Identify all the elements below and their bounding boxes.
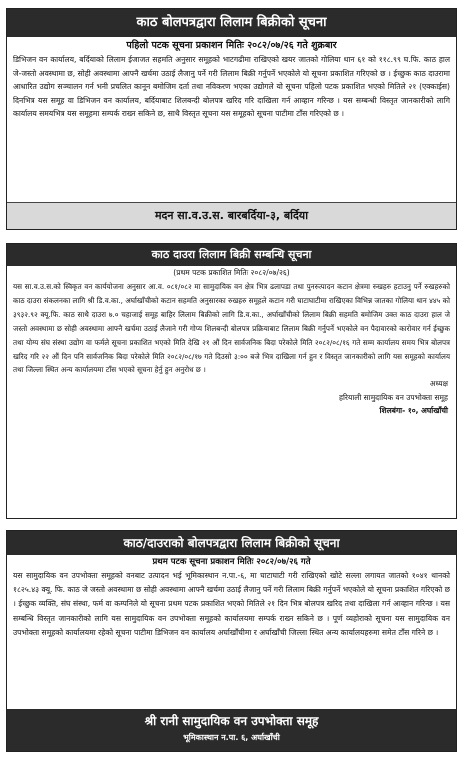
notice-timber-auction-madan (6, 8, 457, 230)
footer-address: भूमिकास्थान न.पा. ६, अर्घाखाँची (183, 733, 280, 742)
notice-subtitle: (प्रथम पटक प्रकाशित मितिः २०८२/०७/२६) (173, 268, 290, 277)
notice-title: काठ/दाउराको बोलपत्रद्वारा लिलाम बिक्रीको सूचना (7, 531, 456, 555)
signature-organization: हरियाली सामुदायिक वन उपभोक्ता समूह (338, 392, 448, 402)
notice-subtitle: पहिलो पटक सूचना प्रकाशन मितिः २०८२/०७/२६ गते शुक्रबार (126, 40, 337, 51)
notice-timber-auction-rani (6, 530, 457, 752)
signature-address: शिलबंगा- १०, अर्घाखाँची (379, 406, 448, 416)
notice-title: काठ बोलपत्रद्वारा लिलाम बिक्रीको सूचना (7, 9, 456, 37)
notice-subtitle: प्रथम पटक सूचना प्रकाशन मितिः २०८२/०७/२६ गते (152, 557, 311, 567)
notice-body: डिभिजन वन कार्यालय, बर्दियाको लिलाम ईजाजत सहमति अनुसार समूहको भाटगढीमा राखिएको खयर जातको गोलिया थान ६१ को ११८.९९ घ.फि. काठ हाल जे-जस्तो अवस्थामा छ, सोही अवस्थामा आफ्नै खर्चमा उठाई लैजानु पर्ने गरी लिलाम बिक्री गर्नुपर्ने भएकोले यो सूचना प्रकाशित गरिएको छ । ईच्छुक काठ दाउरामा आधारित उद्योग सञ्चालन गर्न भनी प्रचलित कानून बमोजिम दर्ता तथा नविकरण भएका उद्योगले यो सूचना पहिलो पटक प्रकाशित भएको मितिले २१ (एक्काईस) दिनभित्र यस समूह वा डिभिजन वन कार्यालय, बर्दियाबाट शिलबन्दी बोलपत्र खरिद गरि दाखिला गर्न आव्हान गरिन्छ । यस सम्बन्धी विस्तृत जानकारीको लागि कार्यालय समयभित्र यस समूहमा सम्पर्क राख्न सकिने छ, साथै विस्तृत सूचना यस समूहको सूचना पाटीमा टाँस गरिएको छ । (13, 55, 450, 118)
notice-footer (7, 709, 456, 751)
notice-footer: मदन सा.व.उ.स. बारबर्दिया-३, बर्दिया (7, 202, 456, 229)
notice-body: यस सा.व.उ.स.को स्विकृत वन कार्ययोजना अनुसार आ.व. ०८१/०८२ मा सामुदायिक वन क्षेत्र भित्र ढलापडा तथा पुनरुत्पादन कटान क्षेत्रमा रुखहरु हटाउनु पर्ने रुखहरुको काठ दाउरा संकलनका लागि श्री डि.व.का., अर्घाखाँचीको कटान सहमति अनुसारका रुखहरु समूहले कटान गरी घाटाघाटीमा राखिएका विभिन्न जातका गोलिया थान ४४५ को ३९३२.९२ क्यू.फि. काठ साथै दाउरा ७.० चहाजाई समूह बाहिर लिलाम बिक्रीको लागि डि.व.का., अर्घाखाँचीको लिलाम बिक्री सहमति बमोजिम उक्त काठ दाउरा हाल जे जस्तो अवस्थामा छ सोही अवस्थामा आफ्नै खर्चमा उठाई लैजाने गरी गोप्य शिलबन्दी बोलपत्र प्रक्रियाबाट लिलाम बिक्री गर्नुपर्ने भएकोले वन पैदावारको कारोवार गर्न ईच्छुक तथा योग्य संघ संस्था उद्योग वा फर्मले सूचना प्रकाशित भएको मिति देखि २१ औं दिन सार्वजनिक बिदा परेकोले मिति २०८२/०८/१६ गते सम्म कार्यालय समय भित्र बोलपत्र खरिद गरि २२ औं दिन पनि सार्वजनिक बिदा परेकोले मिति २०८२/०८/१७ गते दिउसो ३:०० बजे भित्र दाखिला गर्न हुन र विस्तृत जानकारीको लागि यस समूहको कार्यालय तथा जिल्ला स्थित अन्य कार्यालयमा टाँस भएको सूचना हेर्नु हुन अनुरोध छ । (13, 282, 450, 375)
notice-timber-firewood-auction-hariyali (6, 243, 457, 519)
signature-role: अध्यक्ष (429, 379, 448, 389)
notice-body: यस सामुदायिक वन उपभोक्ता समूहको वनबाट उत्पादन भई भूमिकास्थान न.पा.-६, मा घाटाघाटी गरी राखिएको खोटे सल्ला लगायत जातको १०४१ थानको १८२५.४३ क्यू. फि. काठ जे जस्तो अवस्थामा छ सोही अवस्थामा आफ्नै खर्चमा उठाई लैजानु पर्ने गरी लिलाम बिक्री गर्नुपर्ने भएकोले यो सूचना प्रकाशित गरिएको छ । ईच्छुक व्यक्ति, संघ संस्था, फर्म वा कम्पनिले यो सूचना प्रथम पटक प्रकाशित भएको मितिले २१ दिन भित्र बोलपत्र खरिद तथा दाखिला गर्न आव्हान गरिन्छ । यस सम्बन्धि विस्तृत जानकारीको लागि यस सामुदायिक वन उपभोक्ता समूहको कार्यालयमा सम्पर्क राख्न सकिने छ । पूर्ण व्यहोराको सूचना यस सामुदायिक वन उपभोक्ता समूहको कार्यालयमा रहेको सूचना पाटीमा डिभिजन वन कार्यालय अर्घाखाँचीमा र अर्घाखाँची जिल्ला स्थित अन्य कार्यालयहरुमा समेत टाँस गरिने छ । (13, 571, 451, 637)
footer-organization: श्री रानी सामुदायिक वन उपभोक्ता समूह (144, 714, 319, 728)
notice-title: काठ दाउरा लिलाम बिक्री सम्बन्धि सूचना (7, 244, 456, 266)
notice-signature (7, 377, 456, 417)
